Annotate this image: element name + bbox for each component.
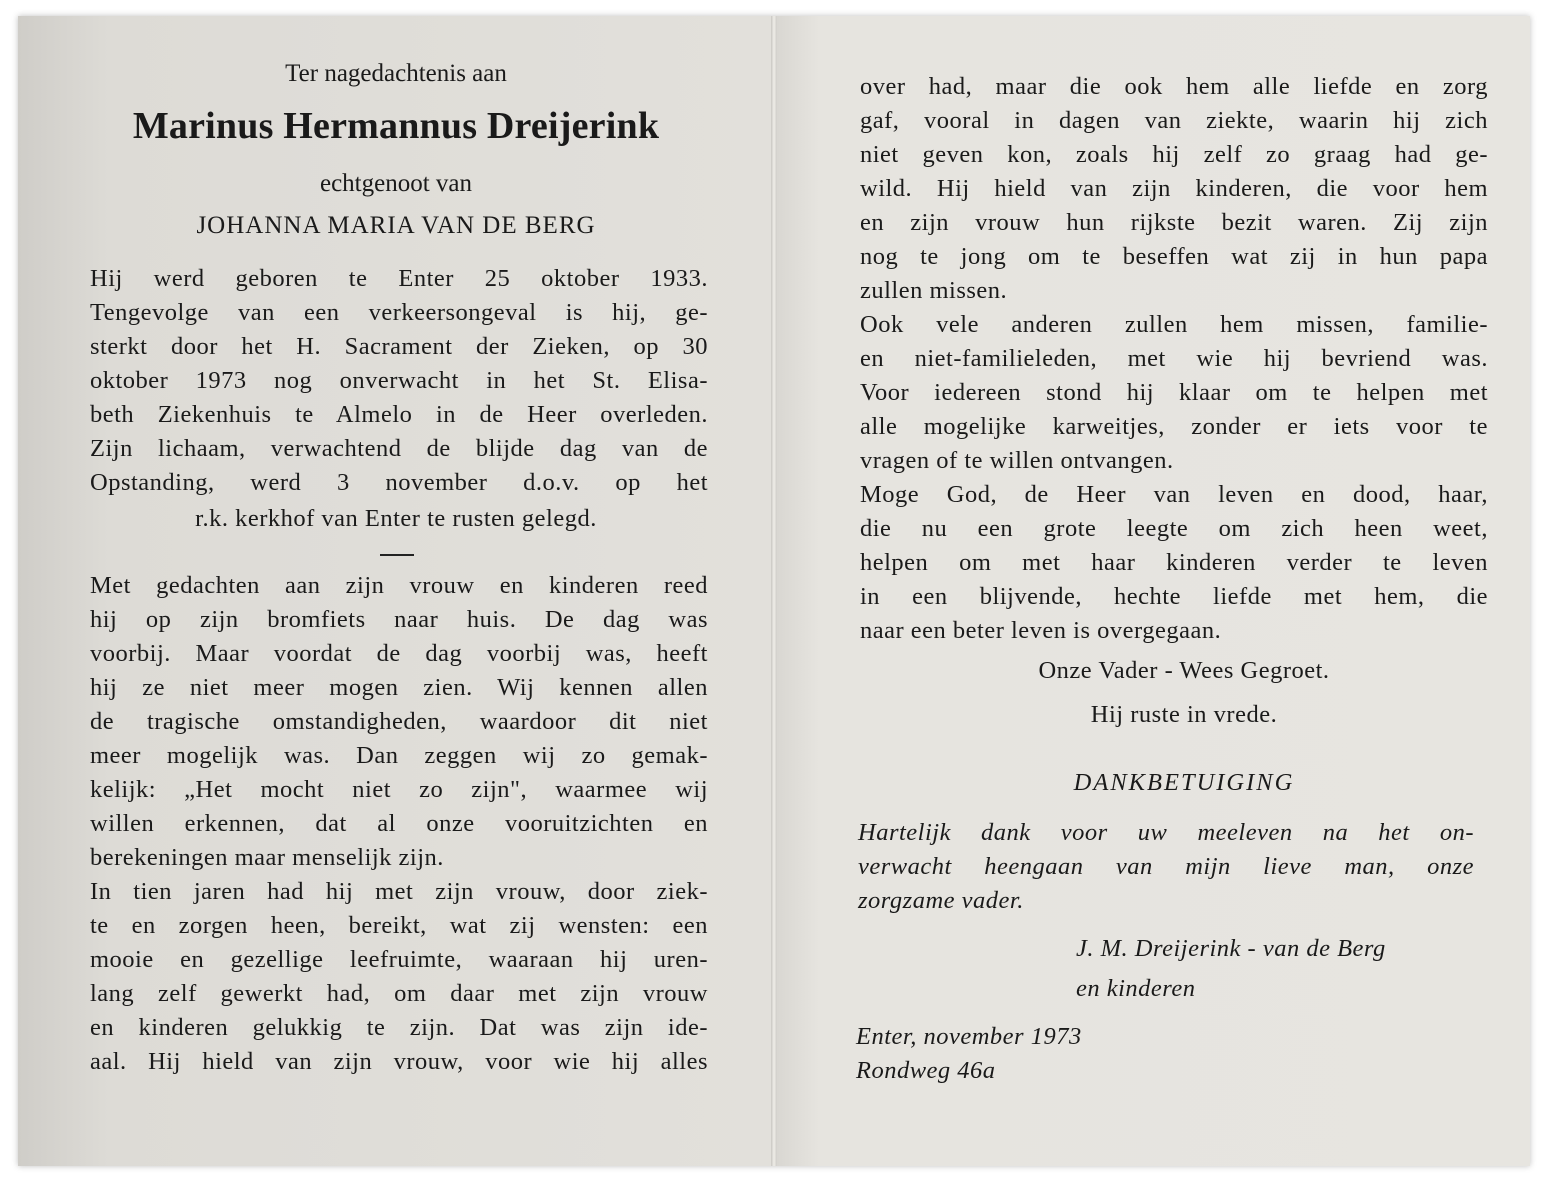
intro-line: Ter nagedachtenis aan bbox=[285, 60, 507, 87]
bio-line: Hij werd geboren te Enter 25 oktober 1933. bbox=[90, 265, 708, 292]
text-line: en kinderen gelukkig te zijn. Dat was zijn ide- bbox=[90, 1014, 708, 1041]
left-text-block bbox=[90, 569, 708, 1079]
text-line: de tragische omstandigheden, waardoor dit niet bbox=[90, 708, 708, 735]
text-line: willen erkennen, dat al onze vooruitzichten en bbox=[90, 810, 708, 837]
text-line: Ook vele anderen zullen hem missen, familie- bbox=[860, 311, 1488, 338]
text-line: kelijk: „Het mocht niet zo zijn", waarmee wij bbox=[90, 776, 708, 803]
thanks-line: Hartelijk dank voor uw meeleven na het on- bbox=[858, 819, 1474, 846]
right-text-block bbox=[860, 70, 1488, 648]
memorial-card bbox=[18, 16, 1530, 1166]
text-line: en zijn vrouw hun rijkste bezit waren. Zij zijn bbox=[860, 209, 1488, 236]
text-line: voorbij. Maar voordat de dag voorbij was, heeft bbox=[90, 640, 708, 667]
bio-line: Zijn lichaam, verwachtend de blijde dag van de bbox=[90, 435, 708, 462]
deceased-name: Marinus Hermannus Dreijerink bbox=[132, 105, 660, 147]
text-line: zullen missen. bbox=[860, 277, 1008, 304]
thanks-title: DANKBETUIGING bbox=[1073, 769, 1295, 796]
text-line: niet geven kon, zoals hij zelf zo graag had ge- bbox=[860, 141, 1488, 168]
spouse-name: JOHANNA MARIA VAN DE BERG bbox=[196, 212, 596, 239]
thanks-line: zorgzame vader. bbox=[858, 887, 1024, 914]
text-line: aal. Hij hield van zijn vrouw, voor wie hij alles bbox=[90, 1048, 708, 1075]
relation-line: echtgenoot van bbox=[319, 170, 473, 197]
thanks-line: verwacht heengaan van mijn lieve man, onze bbox=[858, 853, 1474, 880]
prayer-line: Onze Vader - Wees Gegroet. bbox=[1038, 657, 1330, 684]
text-line: lang zelf gewerkt had, om daar met zijn vrouw bbox=[90, 980, 708, 1007]
text-line: helpen om met haar kinderen verder te leven bbox=[860, 549, 1488, 576]
text-line: Moge God, de Heer van leven en dood, haar, bbox=[860, 481, 1488, 508]
text-line: meer mogelijk was. Dan zeggen wij zo gemak- bbox=[90, 742, 708, 769]
text-line: Met gedachten aan zijn vrouw en kinderen reed bbox=[90, 572, 708, 599]
place-date: Enter, november 1973 bbox=[856, 1023, 1082, 1050]
bio-line: oktober 1973 nog onverwacht in het St. Elisa- bbox=[90, 367, 708, 394]
rest-in-peace: Hij ruste in vrede. bbox=[1090, 701, 1278, 728]
text-line: vragen of te willen ontvangen. bbox=[860, 447, 1174, 474]
text-line: hij op zijn bromfiets naar huis. De dag was bbox=[90, 606, 708, 633]
text-line: berekeningen maar menselijk zijn. bbox=[90, 844, 444, 871]
bio-last-line: r.k. kerkhof van Enter te rusten gelegd. bbox=[195, 505, 597, 532]
bio-line: Opstanding, werd 3 november d.o.v. op het bbox=[90, 469, 708, 496]
text-line: hij ze niet meer mogen zien. Wij kennen allen bbox=[90, 674, 708, 701]
separator-dash bbox=[380, 554, 414, 556]
thanks-block bbox=[858, 816, 1474, 918]
text-line: die nu een grote leegte om zich heen weet, bbox=[860, 515, 1488, 542]
text-line: alle mogelijke karweitjes, zonder er iets voor te bbox=[860, 413, 1488, 440]
text-line: gaf, vooral in dagen van ziekte, waarin hij zich bbox=[860, 107, 1488, 134]
biography-block bbox=[90, 262, 708, 500]
text-line: over had, maar die ook hem alle liefde en zorg bbox=[860, 73, 1488, 100]
bio-line: sterkt door het H. Sacrament der Zieken, op 30 bbox=[90, 333, 708, 360]
text-line: in een blijvende, hechte liefde met hem, die bbox=[860, 583, 1488, 610]
signature-name: J. M. Dreijerink - van de Berg bbox=[1076, 935, 1386, 962]
text-line: Voor iedereen stond hij klaar om te helpen met bbox=[860, 379, 1488, 406]
text-line: In tien jaren had hij met zijn vrouw, door ziek- bbox=[90, 878, 708, 905]
text-line: naar een beter leven is overgegaan. bbox=[860, 617, 1222, 644]
address: Rondweg 46a bbox=[856, 1057, 996, 1084]
text-line: te en zorgen heen, bereikt, wat zij wensten: een bbox=[90, 912, 708, 939]
text-line: mooie en gezellige leefruimte, waaraan hij uren- bbox=[90, 946, 708, 973]
text-line: wild. Hij hield van zijn kinderen, die voor hem bbox=[860, 175, 1488, 202]
bio-line: beth Ziekenhuis te Almelo in de Heer overleden. bbox=[90, 401, 708, 428]
text-line: en niet-familieleden, met wie hij bevriend was. bbox=[860, 345, 1488, 372]
signature-family: en kinderen bbox=[1076, 975, 1196, 1002]
bio-line: Tengevolge van een verkeersongeval is hij, ge- bbox=[90, 299, 708, 326]
text-line: nog te jong om te beseffen wat zij in hun papa bbox=[860, 243, 1488, 270]
